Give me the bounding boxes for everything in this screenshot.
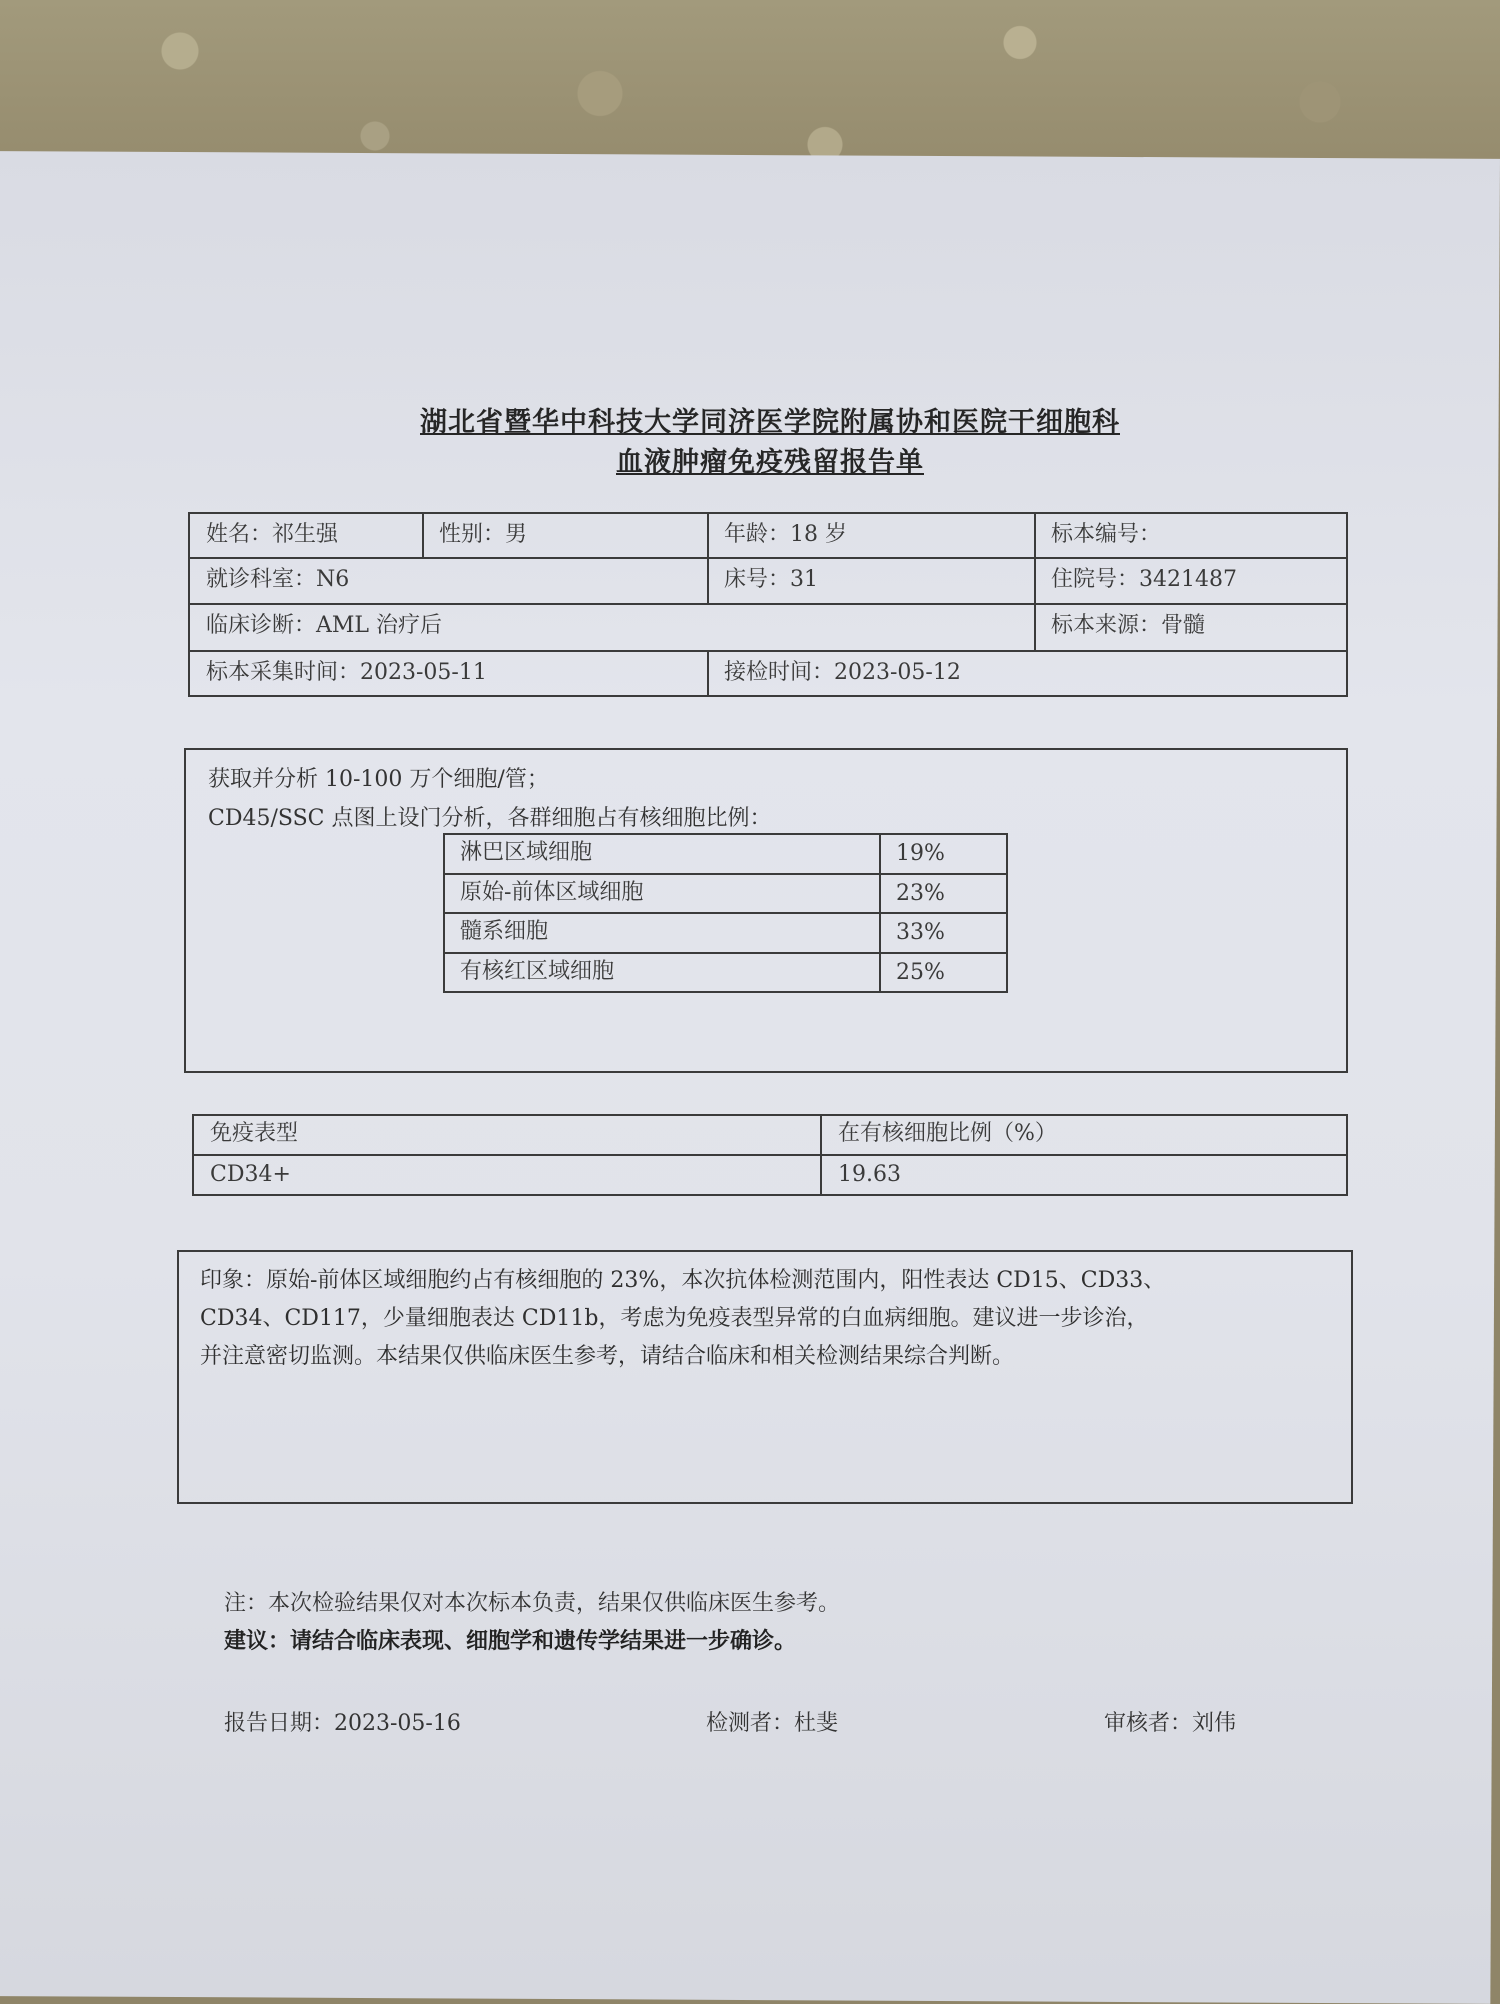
report-note: 注：本次检验结果仅对本次标本负责，结果仅供临床医生参考。	[224, 1591, 841, 1616]
population-value: 33%	[896, 920, 945, 945]
reviewer: 审核者：刘伟	[1104, 1711, 1237, 1736]
population-label: 原始-前体区域细胞	[460, 880, 644, 905]
receive-time: 接检时间：2023-05-12	[724, 660, 961, 685]
population-value: 25%	[896, 960, 945, 985]
impression-line: 并注意密切监测。本结果仅供临床医生参考，请结合临床和相关检测结果综合判断。	[200, 1344, 1015, 1369]
report-title: 血液肿瘤免疫残留报告单	[616, 447, 924, 478]
specimen-number: 标本编号：	[1051, 522, 1162, 547]
patient-sex: 性别：男	[439, 522, 528, 547]
report-suggestion: 建议：请结合临床表现、细胞学和遗传学结果进一步确诊。	[224, 1628, 797, 1654]
report-date: 报告日期：2023-05-16	[224, 1711, 461, 1736]
population-label: 髓系细胞	[460, 919, 549, 944]
patient-age: 年龄：18 岁	[724, 522, 847, 547]
population-label: 淋巴区域细胞	[460, 840, 593, 865]
gating-line-2: CD45/SSC 点图上设门分析，各群细胞占有核细胞比例：	[208, 806, 772, 831]
proportion-header: 在有核细胞比例（%）	[838, 1121, 1057, 1146]
phenotype-value: 19.63	[838, 1162, 901, 1187]
phenotype-header: 免疫表型	[210, 1121, 299, 1146]
admission-number: 住院号：3421487	[1051, 567, 1237, 592]
population-label: 有核红区域细胞	[460, 959, 615, 984]
specimen-source: 标本来源：骨髓	[1051, 613, 1206, 638]
hospital-title: 湖北省暨华中科技大学同济医学院附属协和医院干细胞科	[420, 407, 1120, 438]
table-surface	[0, 0, 1500, 170]
impression-line: 印象：原始-前体区域细胞约占有核细胞的 23%，本次抗体检测范围内，阳性表达 CD15、CD33、	[200, 1268, 1166, 1293]
population-value: 23%	[896, 881, 945, 906]
collection-time: 标本采集时间：2023-05-11	[206, 660, 487, 685]
tester: 检测者：杜斐	[706, 1711, 839, 1736]
patient-name: 姓名：祁生强	[206, 522, 339, 547]
gating-line-1: 获取并分析 10-100 万个细胞/管；	[208, 767, 549, 792]
population-value: 19%	[896, 841, 945, 866]
clinical-diagnosis: 临床诊断：AML 治疗后	[206, 613, 443, 638]
phenotype-marker: CD34+	[210, 1162, 291, 1187]
impression-line: CD34、CD117，少量细胞表达 CD11b，考虑为免疫表型异常的白血病细胞。建议进一步诊治，	[200, 1306, 1149, 1331]
department: 就诊科室：N6	[206, 567, 350, 592]
bed-number: 床号：31	[724, 567, 818, 592]
